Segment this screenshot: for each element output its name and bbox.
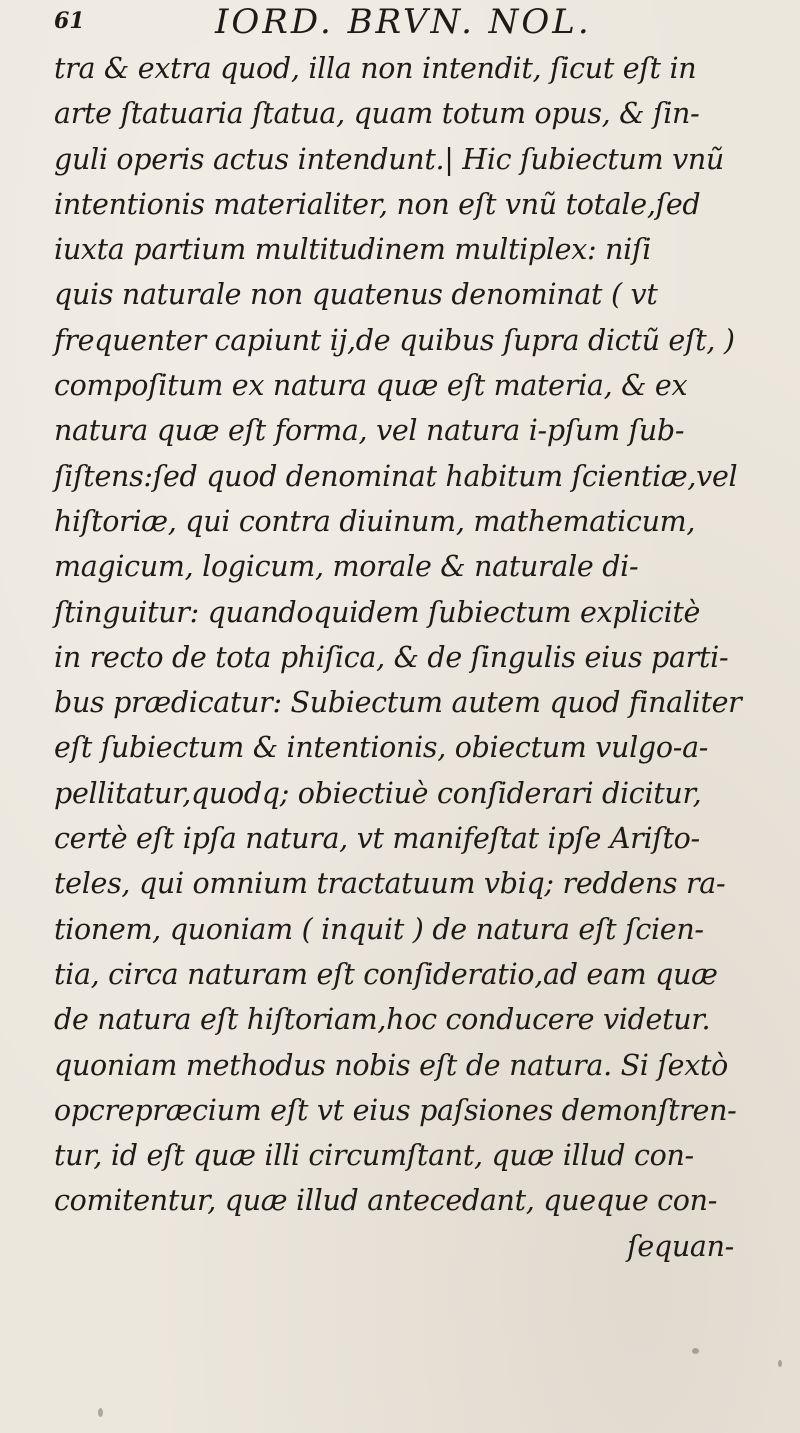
ink-spot — [98, 1408, 103, 1417]
body-text — [54, 46, 794, 1269]
text-line: tia, circa naturam eſt conſideratio,ad eam quæ — [54, 957, 718, 991]
text-line: ſtinguitur: quandoquidem ſubiectum explicitè — [54, 595, 701, 629]
running-title: IORD. BRVN. NOL. — [215, 2, 592, 42]
text-line: certè eſt ipſa natura, vt manifeſtat ipſe Ariſto- — [54, 822, 700, 856]
text-line: tur, id eſt quæ illi circumſtant, quæ illud con- — [54, 1139, 694, 1173]
text-line: ſiſtens:ſed quod denominat habitum ſcientiæ,vel — [54, 459, 738, 493]
page-number: 61 — [54, 8, 85, 34]
running-head — [50, 2, 750, 42]
text-line: magicum, logicum, morale & naturale di- — [54, 550, 639, 584]
catchword: ſequan- — [627, 1229, 734, 1263]
ink-spot — [778, 1360, 782, 1367]
text-line: guli operis actus intendunt.| Hic ſubiectum vnũ — [54, 142, 724, 176]
text-line: tionem, quoniam ( inquit ) de natura eſt ſcien- — [54, 912, 704, 946]
text-line: frequenter capiunt ij,de quibus ſupra dictũ eſt, ) — [54, 323, 735, 357]
text-line: intentionis materialiter, non eſt vnũ totale,ſed — [54, 187, 701, 221]
ink-spot — [692, 1348, 699, 1354]
text-line: opcrepræcium eſt vt eius paſsiones demonſtren- — [54, 1093, 737, 1127]
text-line: hiſtoriæ, qui contra diuinum, mathematicum, — [54, 504, 696, 538]
text-line: quoniam methodus nobis eſt de natura. Si ſextò — [54, 1048, 728, 1082]
text-line: quis naturale non quatenus denominat ( vt — [54, 278, 658, 312]
text-line: compoſitum ex natura quæ eſt materia, & ex — [54, 369, 688, 403]
text-line: eſt ſubiectum & intentionis, obiectum vulgo-a- — [54, 731, 709, 765]
text-line: teles, qui omnium tractatuum vbiq; reddens ra- — [54, 867, 726, 901]
text-line: in recto de tota phiſica, & de ſingulis eius parti- — [54, 640, 729, 674]
text-line: bus prædicatur: Subiectum autem quod finaliter — [54, 686, 742, 720]
text-line: arte ſtatuaria ſtatua, quam totum opus, & ſin- — [54, 97, 700, 131]
text-line: tra & extra quod, illa non intendit, ſicut eſt in — [54, 52, 697, 85]
text-line: natura quæ eſt forma, vel natura i-pſum ſub- — [54, 414, 685, 448]
text-line: comitentur, quæ illud antecedant, queque con- — [54, 1184, 718, 1218]
text-line: iuxta partium multitudinem multiplex: niſi — [54, 233, 652, 267]
text-line: pellitatur,quodq; obiectiuè conſiderari dicitur, — [54, 776, 702, 810]
text-line: de natura eſt hiſtoriam,hoc conducere videtur. — [54, 1003, 711, 1037]
